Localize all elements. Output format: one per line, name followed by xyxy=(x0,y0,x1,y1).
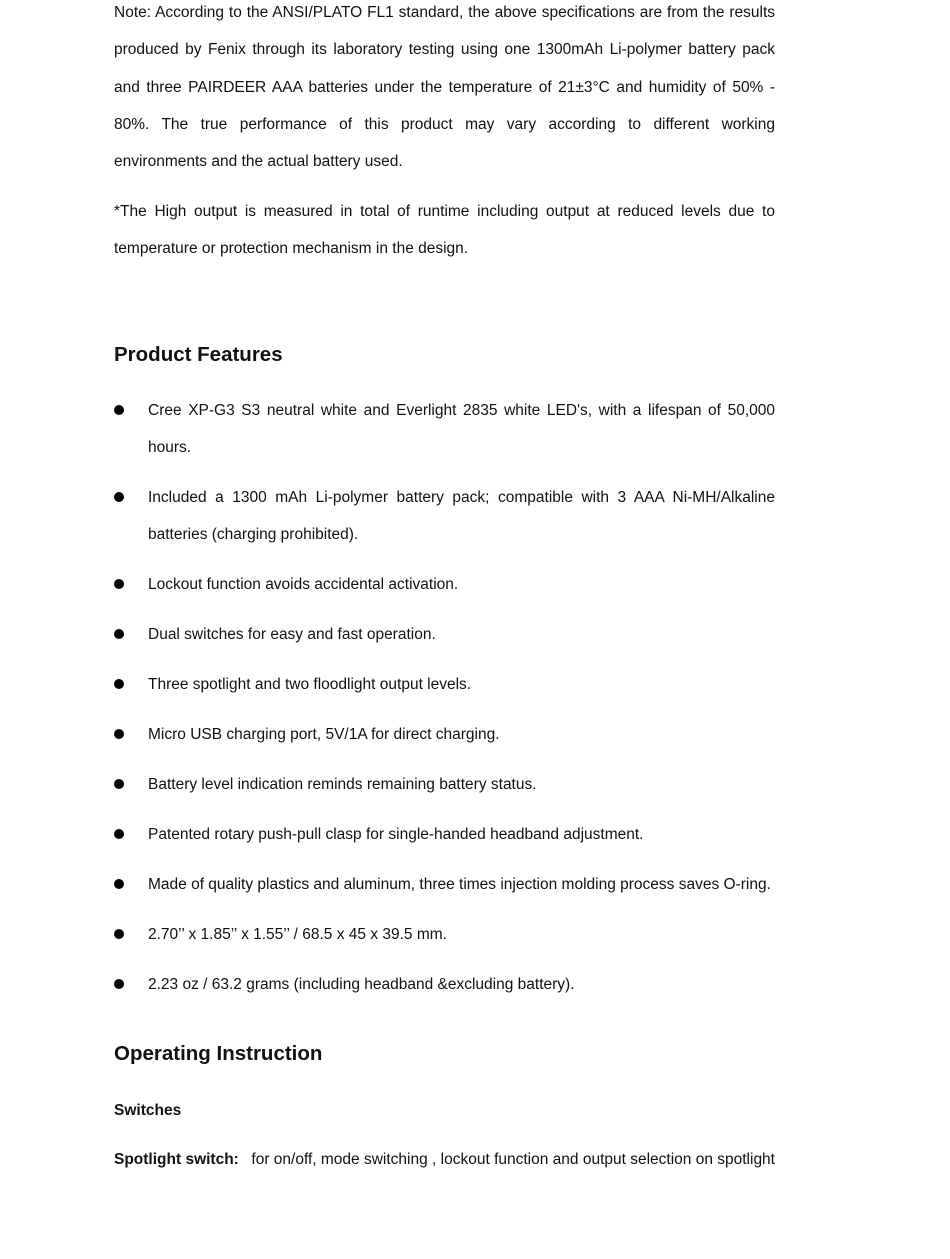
product-features-list xyxy=(114,392,775,1015)
bullet-icon xyxy=(114,729,124,739)
bullet-icon xyxy=(114,929,124,939)
bullet-icon xyxy=(114,829,124,839)
feature-item-usb-charging xyxy=(114,716,775,753)
spotlight-switch-label: Spotlight switch: xyxy=(114,1151,239,1168)
feature-text: Three spotlight and two floodlight output levels. xyxy=(148,676,472,694)
feature-item-lockout xyxy=(114,566,775,603)
switches-subheading: Switches xyxy=(114,1102,182,1119)
feature-text: Lockout function avoids accidental activation. xyxy=(148,576,459,594)
feature-text: Micro USB charging port, 5V/1A for direct charging. xyxy=(148,726,500,744)
feature-text: 2.23 oz / 63.2 grams (including headband &excluding battery). xyxy=(148,975,575,993)
feature-item-materials xyxy=(114,866,775,903)
feature-text: Included a 1300 mAh Li-polymer battery pack; compatible with 3 AAA Ni-MH/Alkaline batteries (charging prohibited). xyxy=(148,489,775,544)
operating-instruction-heading: Operating Instruction xyxy=(114,1042,323,1065)
bullet-icon xyxy=(114,679,124,689)
bullet-icon xyxy=(114,405,124,415)
feature-text: Dual switches for easy and fast operation. xyxy=(148,626,436,644)
feature-item-battery xyxy=(114,479,775,554)
bullet-icon xyxy=(114,629,124,639)
feature-text: Battery level indication reminds remaining battery status. xyxy=(148,775,537,793)
spotlight-switch-paragraph xyxy=(114,1141,775,1178)
bullet-icon xyxy=(114,492,124,502)
spotlight-switch-description: for on/off, mode switching , lockout function and output selection on spotlight xyxy=(251,1151,775,1168)
feature-text: Cree XP-G3 S3 neutral white and Everlight 2835 white LED's, with a lifespan of 50,000 hours. xyxy=(148,402,775,457)
bullet-icon xyxy=(114,779,124,789)
feature-item-dual-switches xyxy=(114,616,775,653)
feature-item-clasp xyxy=(114,816,775,853)
bullet-icon xyxy=(114,579,124,589)
feature-text: Made of quality plastics and aluminum, three times injection molding process saves O-ring. xyxy=(148,875,771,893)
bullet-icon xyxy=(114,979,124,989)
product-features-heading: Product Features xyxy=(114,343,283,366)
feature-item-weight xyxy=(114,966,775,1003)
feature-text: Patented rotary push-pull clasp for single-handed headband adjustment. xyxy=(148,825,644,843)
feature-item-battery-indication xyxy=(114,766,775,803)
bullet-icon xyxy=(114,879,124,889)
feature-item-led xyxy=(114,392,775,467)
feature-text: 2.70’’ x 1.85’’ x 1.55’’ / 68.5 x 45 x 39.5 mm. xyxy=(148,925,447,943)
feature-item-dimensions xyxy=(114,916,775,953)
feature-item-output-levels xyxy=(114,666,775,703)
note-paragraph: Note: According to the ANSI/PLATO FL1 standard, the above specifications are from the results produced by Fenix through its laboratory testing using one 1300mAh Li-polymer battery pack and three PAIRDEER AAA batteries under the temperature of 21±3°C and humidity of 50% - 80%. The true performance of this product may vary according to different working environments and the actual battery used. xyxy=(114,4,775,171)
high-output-note: *The High output is measured in total of runtime including output at reduced levels due to temperature or protection mechanism in the design. xyxy=(114,203,775,258)
